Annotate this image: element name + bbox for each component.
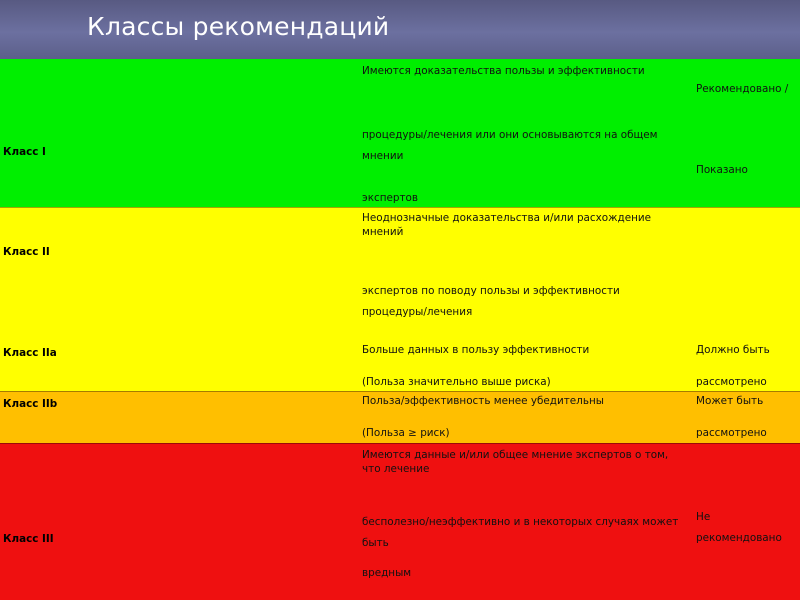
class-i-desc-line-1: Имеются доказательства пользы и эффективности [362,65,645,77]
class-iia-label: Класс IIa [3,347,57,359]
class-iii-recommendation-line-2: рекомендовано [696,532,782,544]
class-iib-recommendation-line-1: Может быть [696,395,764,407]
row-divider [0,207,800,208]
class-iia-desc-line-2: (Польза значительно выше риска) [362,376,551,388]
class-i-desc-line-2: процедуры/лечения или они основываются на общем мнении [362,129,658,162]
class-iii-desc-line-2: бесполезно/неэффективно и в некоторых случаях может быть [362,516,679,549]
class-iia-desc-line-1: Больше данных в пользу эффективности [362,344,590,356]
class-iib-label: Класс IIb [3,398,58,410]
slide-title: Классы рекомендаций [87,12,390,41]
row-divider [0,391,800,392]
class-i-recommendation-line-1: Рекомендовано / [696,83,789,95]
class-i-recommendation-line-2: Показано [696,164,748,176]
class-ii-desc-line-1: Неоднозначные доказательства и/или расхождение мнений [362,212,652,238]
class-ii-label: Класс II [3,246,50,258]
class-ii-desc-line-2: экспертов по поводу пользы и эффективности [362,285,620,297]
title-bar [0,0,800,59]
class-iib-desc-line-1: Польза/эффективность менее убедительны [362,395,604,407]
class-iii-recommendation-line-1: Не [696,511,711,523]
class-iia-recommendation-line-2: рассмотрено [696,376,767,388]
row-divider [0,443,800,444]
class-iib-recommendation-line-2: рассмотрено [696,427,767,439]
class-iii-desc-line-1: Имеются данные и/или общее мнение экспертов о том, что лечение [362,449,669,475]
class-iii-desc-line-3: вредным [362,567,412,579]
class-i-label: Класс I [3,146,46,158]
class-iia-recommendation-line-1: Должно быть [696,344,770,356]
class-iib-desc-line-2: (Польза ≥ риск) [362,427,450,439]
class-iii-label: Класс III [3,533,54,545]
class-i-desc-line-3: экспертов [362,192,419,204]
class-ii-desc-line-3: процедуры/лечения [362,306,473,318]
